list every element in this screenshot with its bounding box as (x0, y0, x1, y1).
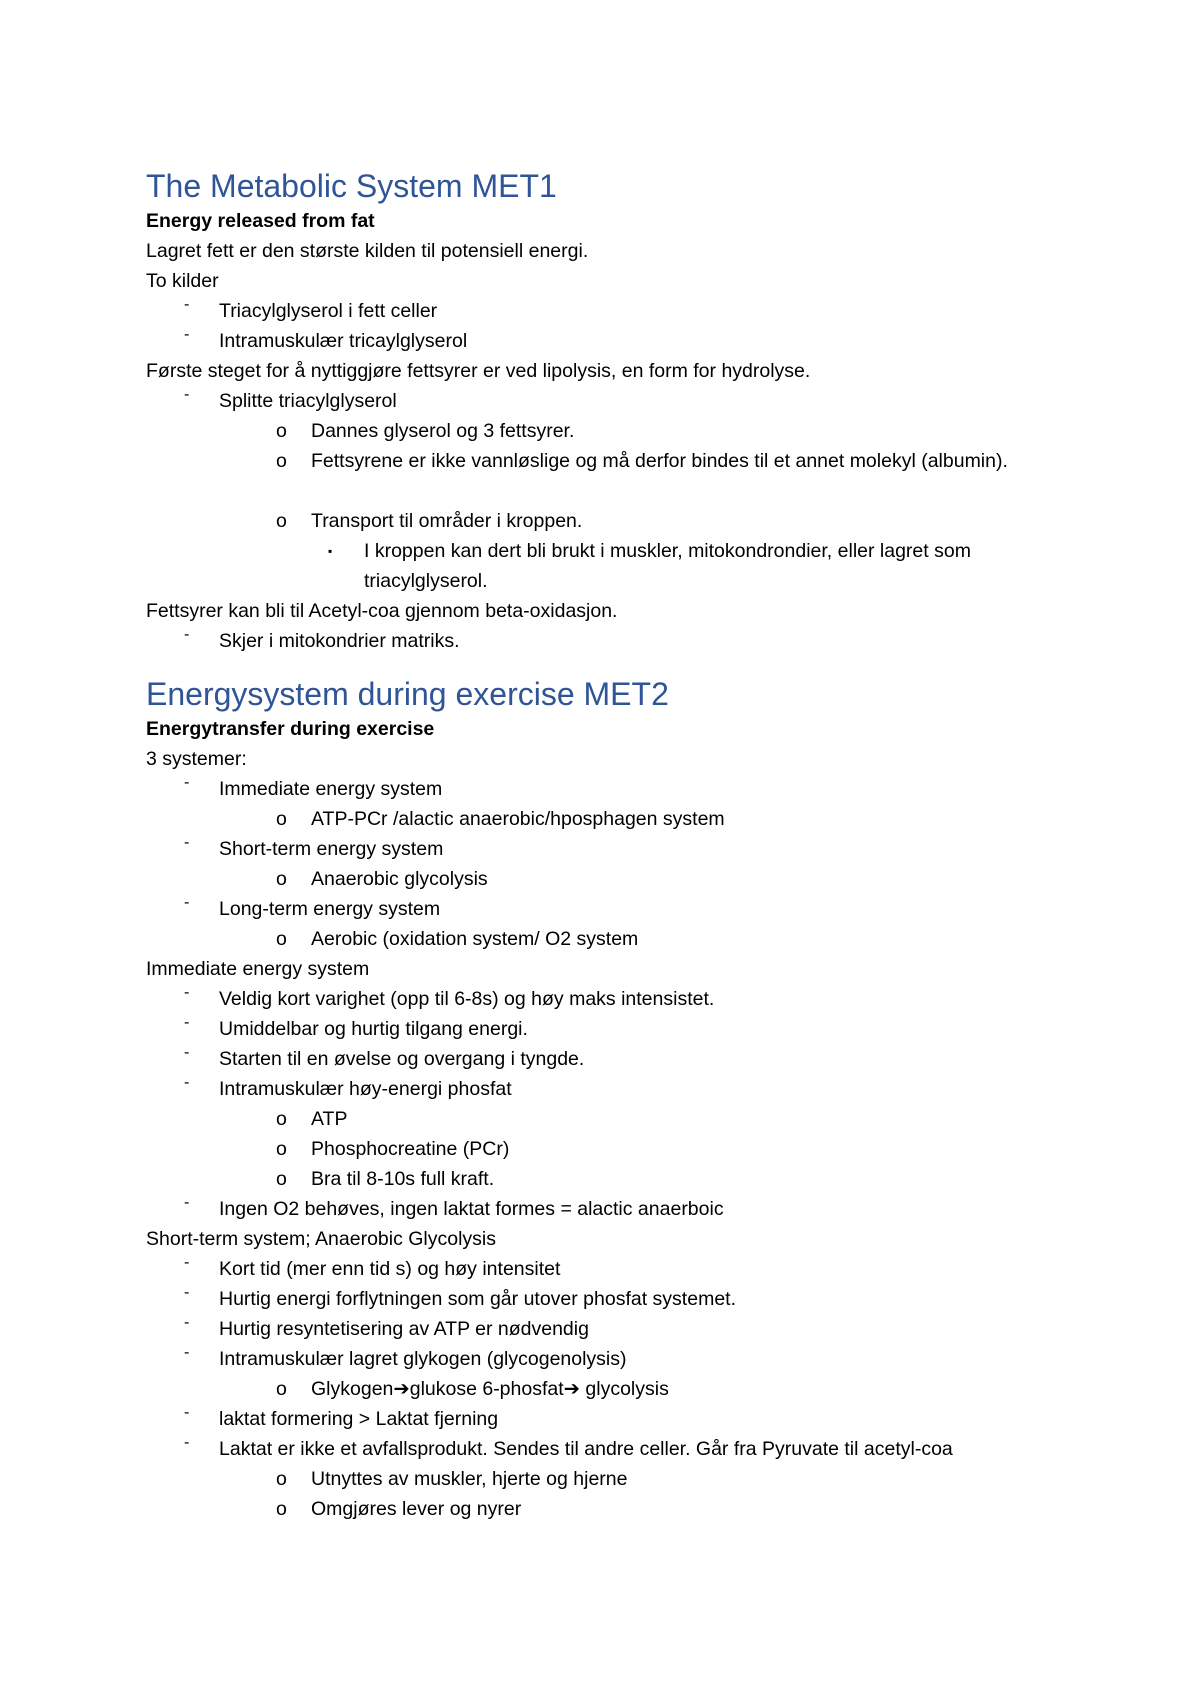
circle-bullet: o (276, 928, 287, 950)
dash-bullet: - (184, 326, 190, 343)
dash-bullet: - (184, 1344, 190, 1361)
dash-bullet: - (184, 1434, 190, 1451)
section-heading-met2: Energysystem during exercise MET2 (146, 676, 669, 712)
list-item: - Starten til en øvelse og overgang i tyngde. (184, 1044, 585, 1070)
dash-bullet: - (184, 774, 190, 791)
list-item: - Hurtig energi forflytningen som går utover phosfat systemet. (184, 1284, 736, 1310)
sub-list-item: o Anaerobic glycolysis (146, 864, 1076, 894)
paragraph: Første steget for å nyttiggjøre fettsyrer er ved lipolysis, en form for hydrolyse. (146, 360, 811, 382)
list-item: - Triacylglyserol i fett celler (184, 296, 438, 322)
list-item: - Intramuskulær høy-energi phosfat (184, 1074, 512, 1100)
dash-bullet: - (184, 626, 190, 643)
sub-list-item: o Utnyttes av muskler, hjerte og hjerne (146, 1464, 1076, 1494)
sub-list-item: o Dannes glyserol og 3 fettsyrer. (146, 416, 1076, 446)
sub-list-item: o ATP-PCr /alactic anaerobic/hposphagen system (146, 804, 1076, 834)
list-item: - Splitte triacylglyserol (184, 386, 397, 412)
dash-bullet: - (184, 1194, 190, 1211)
list-item: - Intramuskulær lagret glykogen (glycogenolysis) (184, 1344, 627, 1370)
dash-bullet: - (184, 1074, 190, 1091)
document-content (146, 166, 1076, 1524)
list-item: - Veldig kort varighet (opp til 6-8s) og høy maks intensistet. (184, 984, 715, 1010)
sub-list-item: o Bra til 8-10s full kraft. (146, 1164, 1076, 1194)
circle-bullet: o (276, 1498, 287, 1520)
dash-bullet: - (184, 386, 190, 403)
list-item: - Immediate energy system (184, 774, 443, 800)
dash-bullet: - (184, 1254, 190, 1271)
circle-bullet: o (276, 808, 287, 830)
list-item: - Skjer i mitokondrier matriks. (184, 626, 460, 652)
paragraph: Immediate energy system (146, 958, 370, 980)
list-item: - Intramuskulær tricaylglyserol (184, 326, 468, 352)
sub-sub-list-item: ▪ I kroppen kan dert bli brukt i muskler, mitokondrondier, eller lagret som triacylglyserol. (146, 536, 1076, 596)
circle-bullet: o (276, 1108, 287, 1130)
list-item: - Umiddelbar og hurtig tilgang energi. (184, 1014, 528, 1040)
sub-list-item: o Transport til områder i kroppen. (146, 506, 1076, 536)
circle-bullet: o (276, 1168, 287, 1190)
dash-bullet: - (184, 1314, 190, 1331)
sub-list-item: o Aerobic (oxidation system/ O2 system (146, 924, 1076, 954)
circle-bullet: o (276, 510, 287, 532)
paragraph: Lagret fett er den største kilden til potensiell energi. (146, 240, 589, 262)
sub-list-item: o Glykogen➔glukose 6-phosfat➔ glycolysis (146, 1374, 1076, 1404)
circle-bullet: o (276, 450, 287, 472)
list-item: - Long-term energy system (184, 894, 441, 920)
dash-bullet: - (184, 1404, 190, 1421)
circle-bullet: o (276, 420, 287, 442)
circle-bullet: o (276, 1468, 287, 1490)
paragraph: Short-term system; Anaerobic Glycolysis (146, 1228, 497, 1250)
sub-list-item: o Omgjøres lever og nyrer (146, 1494, 1076, 1524)
list-item: - laktat formering > Laktat fjerning (184, 1404, 499, 1430)
dash-bullet: - (184, 984, 190, 1001)
sub-list-item: o ATP (146, 1104, 1076, 1134)
paragraph: 3 systemer: (146, 748, 247, 770)
dash-bullet: - (184, 834, 190, 851)
dash-bullet: - (184, 296, 190, 313)
sub-list-item: o Fettsyrene er ikke vannløslige og må derfor bindes til et annet molekyl (albumin). (146, 446, 1076, 506)
list-item: - Hurtig resyntetisering av ATP er nødvendig (184, 1314, 589, 1340)
subheading-energytransfer: Energytransfer during exercise (146, 718, 435, 740)
circle-bullet: o (276, 1138, 287, 1160)
dash-bullet: - (184, 1014, 190, 1031)
paragraph: Fettsyrer kan bli til Acetyl-coa gjennom beta-oxidasjon. (146, 600, 618, 622)
circle-bullet: o (276, 868, 287, 890)
dash-bullet: - (184, 1284, 190, 1301)
list-item: - Kort tid (mer enn tid s) og høy intensitet (184, 1254, 561, 1280)
paragraph: To kilder (146, 270, 219, 292)
list-item: - Ingen O2 behøves, ingen laktat formes = alactic anaerboic (184, 1194, 724, 1220)
sub-list-item: o Phosphocreatine (PCr) (146, 1134, 1076, 1164)
subheading-energy-fat: Energy released from fat (146, 210, 375, 232)
dash-bullet: - (184, 1044, 190, 1061)
list-item: - Short-term energy system (184, 834, 444, 860)
list-item: - Laktat er ikke et avfallsprodukt. Sendes til andre celler. Går fra Pyruvate til acetyl-coa (184, 1434, 953, 1460)
section-heading-met1: The Metabolic System MET1 (146, 168, 557, 204)
circle-bullet: o (276, 1378, 287, 1400)
square-bullet: ▪ (328, 544, 333, 558)
dash-bullet: - (184, 894, 190, 911)
